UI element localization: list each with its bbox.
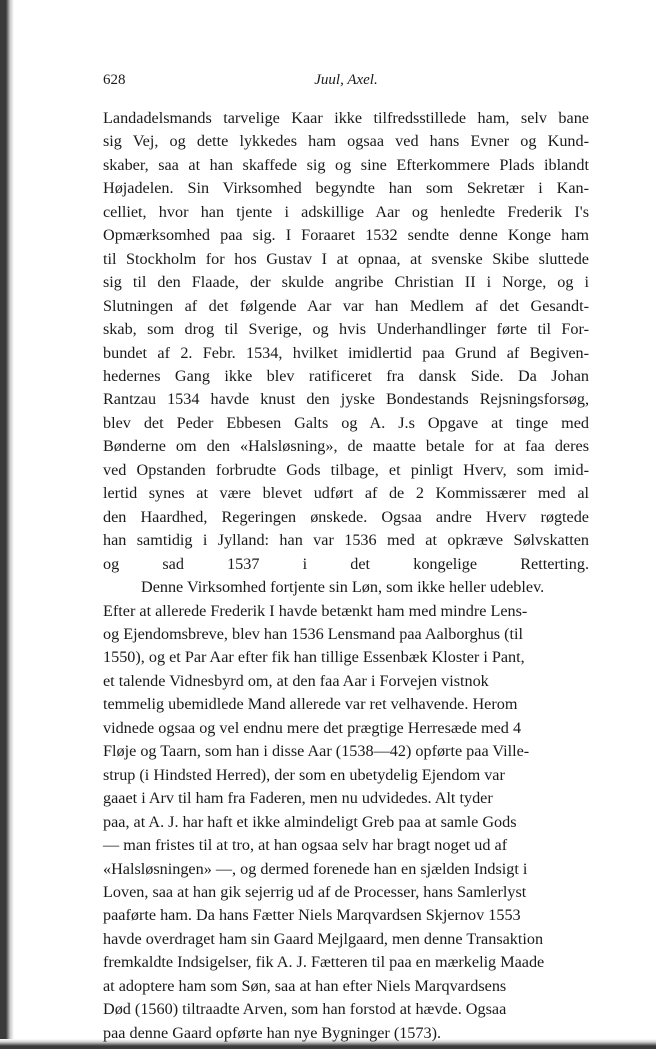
page-left-edge-shadow: [0, 0, 14, 1049]
paragraph-2: Denne Virksomhed fortjente sin Løn, som ikke heller udeblev. Efter at allerede Frederik I havde betænkt ham med mindre Lens- og Ejendomsbreve, blev han 1536 Lensmand paa Aalborghus (til 1550), og et Par Aar efter fik han tillige Essenbæk Kloster i Pant, et talende Vidnesbyrd om, at den faa Aar i Forvejen vistnok temmelig ubemidlede Mand allerede var ret velhavende. Herom vidnede ogsaa og vel endnu mere det prægtige Herresæde med 4 Fløje og Taarn, som han i disse Aar (1538—42) opførte paa Ville- strup (i Hindsted Herred), der som en ubetydelig Ejendom var gaaet i Arv til ham fra Faderen, men nu udvidedes. Alt tyder paa, at A. J. har haft et ikke almindeligt Greb paa at samle Gods — man fristes til at tro, at han ogsaa selv har bragt noget ud af «Halsløsningen» —, og dermed forenede han en sjælden Indsigt i Loven, saa at han gik sejerrig ud af de Processer, hans Samlerlyst paaførte ham. Da hans Fætter Niels Marqvardsen Skjernov 1553 havde overdraget ham sin Gaard Mejlgaard, men denne Transaktion fremkaldte Indsigelser, fik A. J. Fætteren til paa en mærkelig Maade at adoptere ham som Søn, saa at han efter Niels Marqvardsens Død (1560) tiltraadte Arven, som han forstod at hævde. Ogsaa paa denne Gaard opførte han nye Bygninger (1573).: [103, 578, 545, 1042]
paragraph-1: Landadelsmands tarvelige Kaar ikke tilfredsstillede ham, selv bane sig Vej, og dette lykkedes ham ogsaa ved hans Evner og Kund- skaber, saa at han skaffede sig og sine Efterkommere Plads iblandt Højadelen. Sin Virksomhed begyndte han som Sekretær i Kan- celliet, hvor han tjente i adskillige Aar og henledte Frederik I's Opmærksomhed paa sig. I Foraaret 1532 sendte denne Konge ham til Stockholm for hos Gustav I at opnaa, at svenske Skibe sluttede sig til den Flaade, der skulde angribe Christian II i Norge, og i Slutningen af det følgende Aar var han Medlem af det Gesandt- skab, som drog til Sverige, og hvis Underhandlinger førte til For- bundet af 2. Febr. 1534, hvilket imidlertid paa Grund af Begiven- hedernes Gang ikke blev ratificeret fra dansk Side. Da Johan Rantzau 1534 havde knust den jyske Bondestands Rejsningsforsøg, blev det Peder Ebbesen Galts og A. J.s Opgave at tinge med Bønderne om den «Halsløsning», de maatte betale for at faa deres ved Opstanden forbrudte Gods tilbage, et pinligt Hverv, som imid- lertid synes at være blevet udført af de 2 Kommissærer med al den Haardhed, Regeringen ønskede. Ogsaa andre Hverv røgtede han samtidig i Jylland: han var 1536 med at opkræve Sølvskatten og sad 1537 i det kongelige Retterting.: [103, 109, 589, 573]
page-header: [103, 72, 589, 94]
running-title: Juul, Axel.: [314, 72, 378, 88]
page-number: 628: [103, 72, 126, 88]
body-text: [103, 107, 589, 1045]
